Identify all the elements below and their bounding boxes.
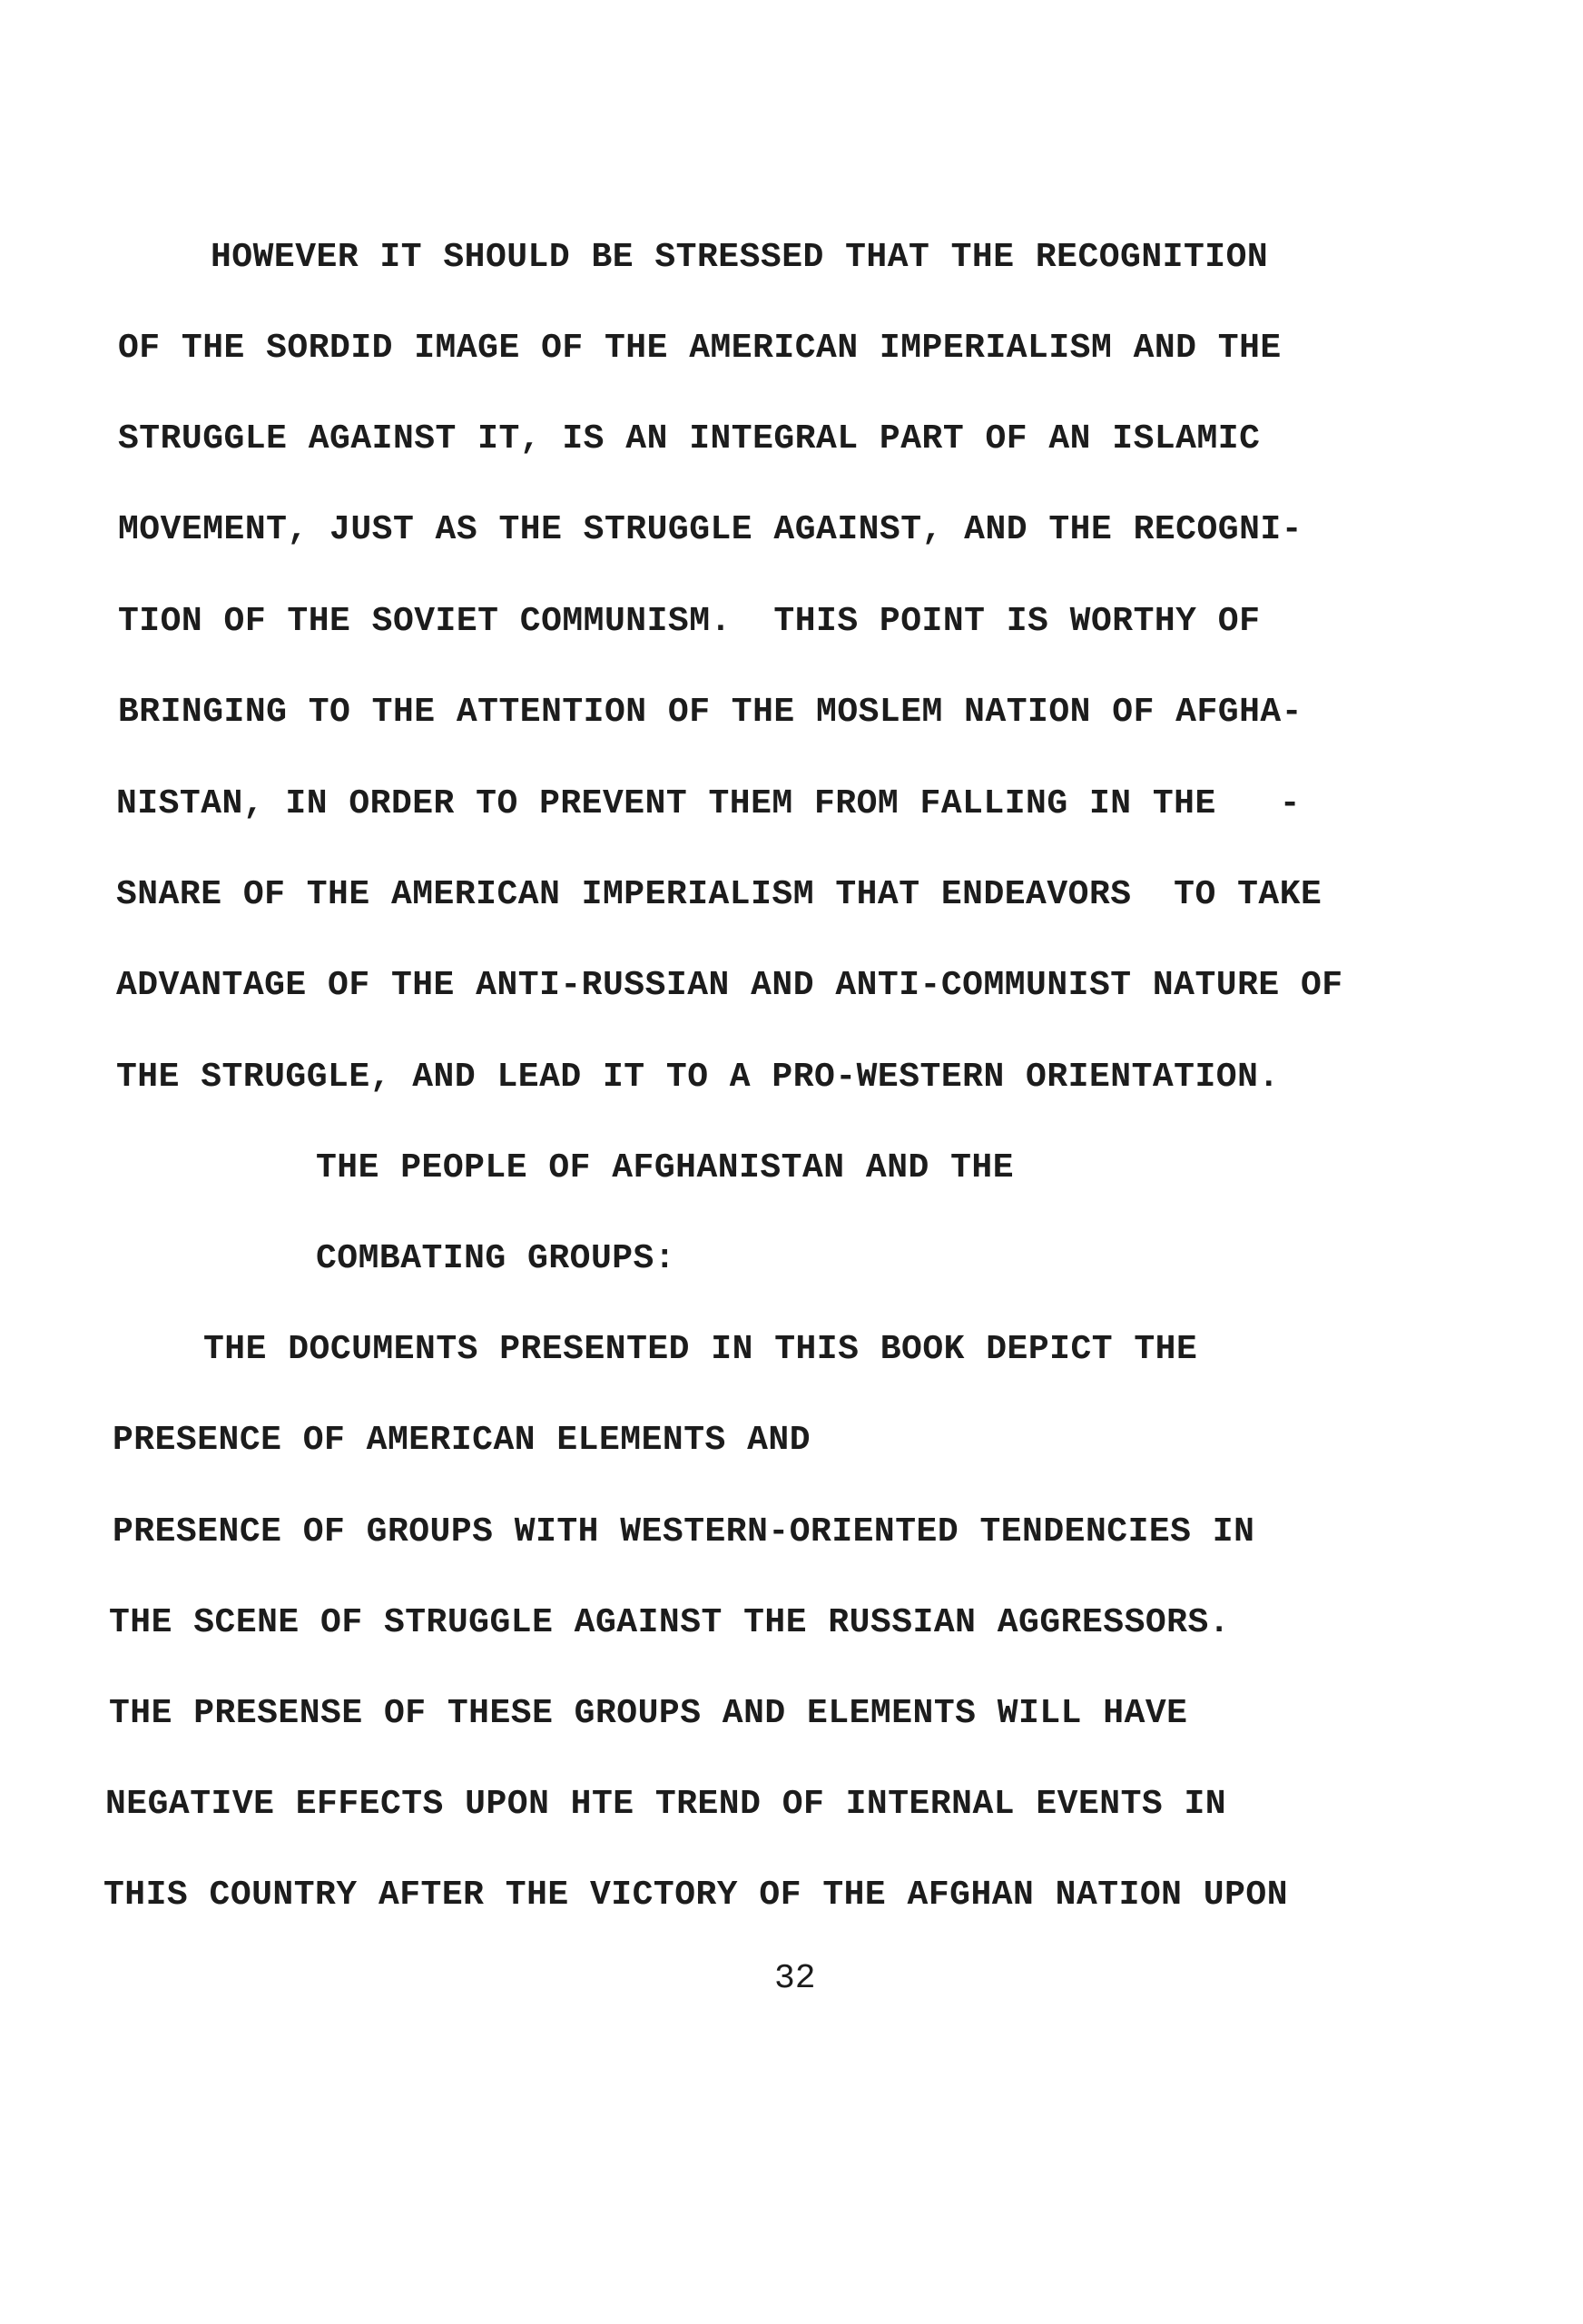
paragraph-2-line-5: THE PRESENSE OF THESE GROUPS AND ELEMENTS WILL HAVE — [109, 1694, 1188, 1733]
paragraph-2-line-6: NEGATIVE EFFECTS UPON HTE TREND OF INTERNAL EVENTS IN — [105, 1785, 1227, 1824]
paragraph-2-line-1: THE DOCUMENTS PRESENTED IN THIS BOOK DEPICT THE — [203, 1330, 1198, 1369]
paragraph-1-line-9: ADVANTAGE OF THE ANTI-RUSSIAN AND ANTI-COMMUNIST NATURE OF — [116, 966, 1343, 1005]
paragraph-1-line-10: THE STRUGGLE, AND LEAD IT TO A PRO-WESTERN ORIENTATION. — [116, 1058, 1280, 1097]
paragraph-2-line-2: PRESENCE OF AMERICAN ELEMENTS AND — [113, 1421, 811, 1460]
paragraph-2-line-4: THE SCENE OF STRUGGLE AGAINST THE RUSSIAN AGGRESSORS. — [109, 1603, 1231, 1642]
paragraph-1-line-7: NISTAN, IN ORDER TO PREVENT THEM FROM FALLING IN THE - — [116, 784, 1302, 823]
paragraph-2-line-3: PRESENCE OF GROUPS WITH WESTERN-ORIENTED TENDENCIES IN — [113, 1512, 1255, 1551]
page-number: 32 — [774, 1959, 816, 1998]
paragraph-1-line-1: HOWEVER IT SHOULD BE STRESSED THAT THE RECOGNITION — [211, 238, 1269, 277]
paragraph-1-line-5: TION OF THE SOVIET COMMUNISM. THIS POINT IS WORTHY OF — [118, 602, 1261, 641]
paragraph-1-line-3: STRUGGLE AGAINST IT, IS AN INTEGRAL PART OF AN ISLAMIC — [118, 419, 1261, 458]
paragraph-2-line-7: THIS COUNTRY AFTER THE VICTORY OF THE AFGHAN NATION UPON — [103, 1876, 1289, 1915]
section-heading-line-1: THE PEOPLE OF AFGHANISTAN AND THE — [316, 1148, 1015, 1187]
paragraph-1-line-2: OF THE SORDID IMAGE OF THE AMERICAN IMPERIALISM AND THE — [118, 329, 1282, 368]
paragraph-1-line-6: BRINGING TO THE ATTENTION OF THE MOSLEM NATION OF AFGHA- — [118, 693, 1303, 732]
paragraph-1-line-8: SNARE OF THE AMERICAN IMPERIALISM THAT ENDEAVORS TO TAKE — [116, 875, 1322, 914]
paragraph-1-line-4: MOVEMENT, JUST AS THE STRUGGLE AGAINST, AND THE RECOGNI- — [118, 510, 1303, 549]
section-heading-line-2: COMBATING GROUPS: — [316, 1239, 676, 1278]
